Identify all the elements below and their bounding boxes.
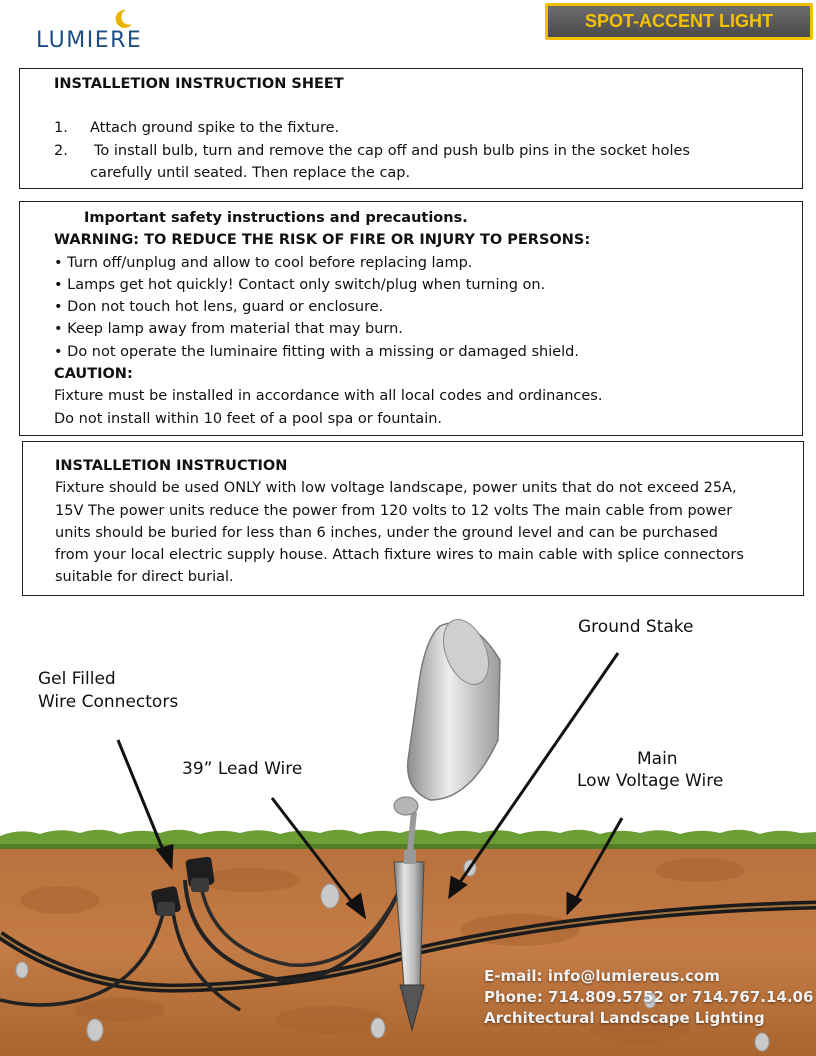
sheet-title: INSTALLETION INSTRUCTION SHEET (54, 76, 344, 92)
instruction-sheet-box (19, 68, 803, 189)
safety-heading: Important safety instructions and precautions. (84, 210, 468, 226)
installation-line: 15V The power units reduce the power from 120 volts to 12 volts The main cable from power (55, 502, 733, 519)
step-item (54, 140, 792, 162)
caution-label: CAUTION: (54, 366, 133, 383)
step-item (54, 117, 792, 139)
installation-line: from your local electric supply house. Attach fixture wires to main cable with splice connectors (55, 547, 744, 564)
contact-phone: Phone: 714.809.5752 or 714.767.14.06 (484, 988, 814, 1006)
step-number: 2. (54, 142, 68, 159)
safety-bullet: • Keep lamp away from material that may burn. (54, 321, 403, 338)
label-ground-stake: Ground Stake (578, 617, 694, 637)
product-badge: SPOT-ACCENT LIGHT (545, 3, 813, 40)
step-number: 1. (54, 120, 68, 137)
step-text-continued: carefully until seated. Then replace the cap. (90, 164, 411, 181)
installation-line: Fixture should be used ONLY with low voltage landscape, power units that do not exceed 25A, (55, 480, 737, 497)
caution-line: Fixture must be installed in accordance with all local codes and ordinances. (54, 388, 603, 405)
safety-box (19, 201, 803, 436)
gel-wire-connector (151, 886, 182, 917)
safety-bullet: • Do not operate the luminaire fitting with a missing or damaged shield. (54, 343, 579, 360)
warning-line: WARNING: TO REDUCE THE RISK OF FIRE OR INJURY TO PERSONS: (54, 232, 591, 249)
step-text: To install bulb, turn and remove the cap off and push bulb pins in the socket holes (94, 142, 690, 159)
installation-box (22, 441, 804, 596)
safety-bullet: • Lamps get hot quickly! Contact only switch/plug when turning on. (54, 276, 546, 293)
label-lead-wire: 39” Lead Wire (182, 759, 303, 779)
safety-bullet: • Don not touch hot lens, guard or enclosure. (54, 299, 384, 316)
label-low-voltage-wire: Low Voltage Wire (577, 771, 724, 791)
label-main: Main (637, 749, 678, 769)
brand-name: LUMIERE (36, 28, 143, 53)
label-wire-connectors: Wire Connectors (38, 692, 179, 712)
spot-light-fixture (394, 613, 500, 852)
installation-line: units should be buried for less than 6 inches, under the ground level and can be purchased (55, 524, 718, 541)
installation-heading: INSTALLETION INSTRUCTION (55, 458, 288, 474)
crescent-moon-icon (112, 8, 134, 30)
contact-email: E-mail: info@lumiereus.com (484, 967, 720, 985)
installation-line: suitable for direct burial. (55, 569, 234, 586)
step-text: Attach ground spike to the fixture. (90, 120, 340, 137)
caution-line: Do not install within 10 feet of a pool spa or fountain. (54, 410, 443, 427)
safety-bullet: • Turn off/unplug and allow to cool before replacing lamp. (54, 254, 473, 271)
contact-info (484, 966, 813, 1029)
brand-logo (36, 8, 176, 56)
contact-tagline: Architectural Landscape Lighting (484, 1009, 765, 1027)
label-gel-filled: Gel Filled (38, 669, 116, 689)
